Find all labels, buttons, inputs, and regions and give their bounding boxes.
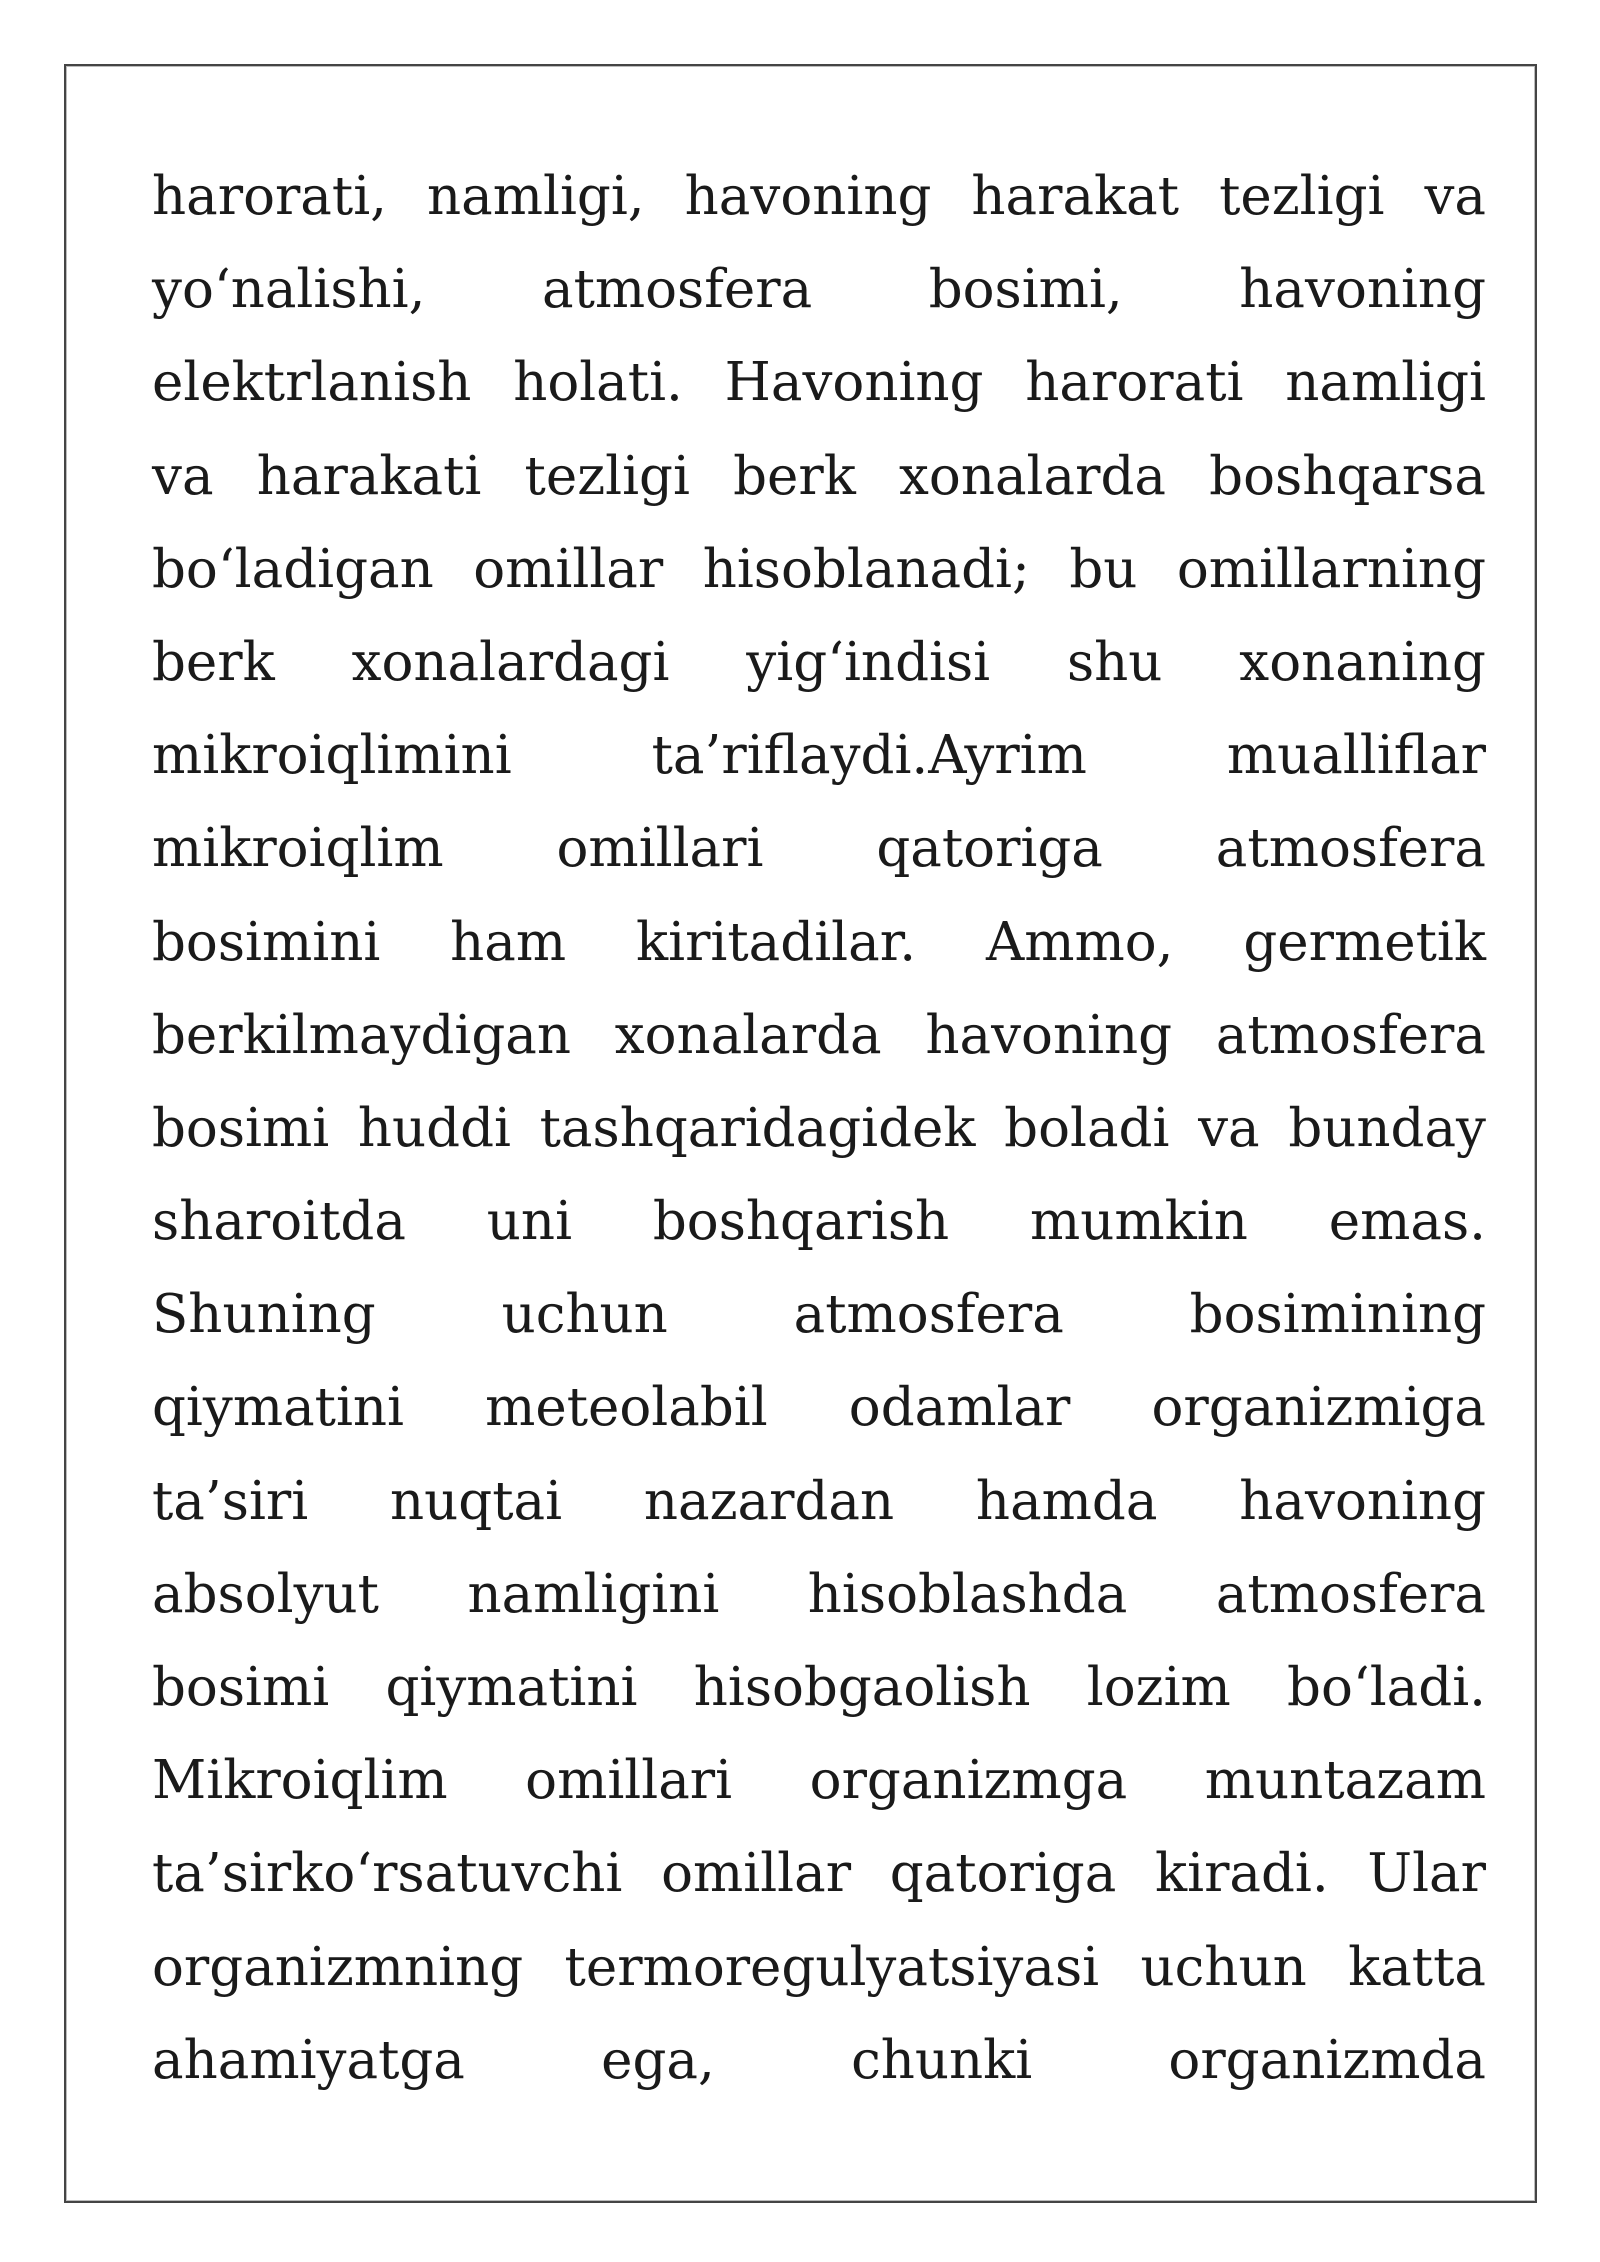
- text-line: ta’siri nuqtai nazardan hamda havoning: [152, 1470, 1486, 1532]
- text-line: elektrlanish holati. Havoning harorati namligi: [152, 352, 1486, 414]
- text-line: bosimi qiymatini hisobgaolish lozim bo‘ladi.: [152, 1657, 1486, 1718]
- text-line: va harakati tezligi berk xonalarda boshqarsa: [152, 445, 1486, 507]
- text-line: berk xonalardagi yig‘indisi shu xonaning: [152, 631, 1486, 693]
- text-line: organizmning termoregulyatsiyasi uchun katta: [152, 1936, 1486, 1998]
- text-line: bosimini ham kiritadilar. Ammo, germetik: [152, 911, 1486, 973]
- document-text: [152, 150, 1486, 2107]
- text-line: berkilmaydigan xonalarda havoning atmosfera: [152, 1004, 1486, 1066]
- text-line: ta’sirko‘rsatuvchi omillar qatoriga kiradi. Ular: [152, 1843, 1486, 1905]
- text-line: mikroiqlim omillari qatoriga atmosfera: [152, 818, 1486, 880]
- text-line: bosimi huddi tashqaridagidek boladi va bunday: [152, 1097, 1486, 1159]
- text-line: mikroiqlimini ta’riflaydi.Ayrim mualliflar: [152, 725, 1486, 787]
- text-line: ahamiyatga ega, chunki organizmda: [152, 2029, 1486, 2091]
- text-line: harorati, namligi, havoning harakat tezligi va: [152, 166, 1486, 227]
- text-line: absolyut namligini hisoblashda atmosfera: [152, 1563, 1486, 1625]
- text-line: Shuning uchun atmosfera bosimining: [152, 1284, 1486, 1346]
- text-line: qiymatini meteolabil odamlar organizmiga: [152, 1377, 1486, 1439]
- text-line: yo‘nalishi, atmosfera bosimi, havoning: [152, 259, 1486, 321]
- text-line: sharoitda uni boshqarish mumkin emas.: [152, 1191, 1486, 1253]
- text-line: Mikroiqlim omillari organizmga muntazam: [152, 1750, 1486, 1812]
- text-line: bo‘ladigan omillar hisoblanadi; bu omillarning: [152, 538, 1486, 600]
